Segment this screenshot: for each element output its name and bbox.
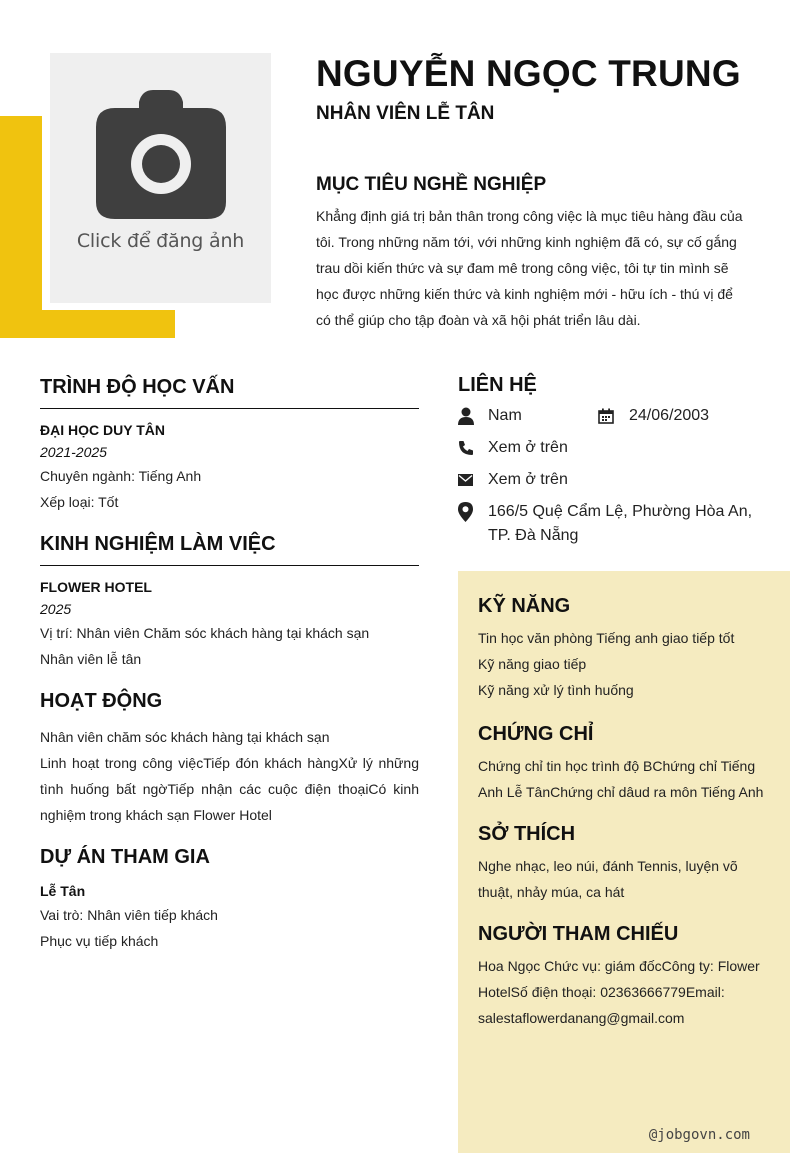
objective-heading: MỤC TIÊU NGHỀ NGHIỆP xyxy=(316,174,547,195)
experience-heading: KINH NGHIỆM LÀM VIỆC xyxy=(40,533,276,555)
contact-section xyxy=(458,372,768,548)
contact-address: 166/5 Quệ Cẩm Lệ, Phường Hòa An, TP. Đà Nẵng xyxy=(488,503,753,544)
project-task: Phục vụ tiếp khách xyxy=(40,933,159,949)
contact-email-row xyxy=(458,468,768,492)
references-text: Hoa Ngọc Chức vụ: giám đốcCông ty: Flower HotelSố điện thoại: 02363666779Email: salestaflowerdanang@gmail.com xyxy=(478,958,760,1026)
projects-heading: DỰ ÁN THAM GIA xyxy=(40,846,210,868)
project-role: Vai trò: Nhân viên tiếp khách xyxy=(40,907,218,923)
skills-list xyxy=(478,625,770,703)
left-column xyxy=(40,374,419,954)
skills-heading: KỸ NĂNG xyxy=(478,595,571,617)
experience-year: 2025 xyxy=(40,601,72,617)
experience-position: Vị trí: Nhân viên Chăm sóc khách hàng tại khách sạn xyxy=(40,625,370,641)
candidate-name: NGUYỄN NGỌC TRUNG xyxy=(316,53,741,94)
education-period: 2021-2025 xyxy=(40,444,107,460)
hobbies-heading: SỞ THÍCH xyxy=(478,823,576,845)
objective-text: Khẳng định giá trị bản thân trong công việc là mục tiêu hàng đầu của tôi. Trong những năm tới, với những kinh nghiệm đã có, sự cố gắng trau dồi kiến thức và sự đam mê trong công việc, tôi tự tin mình sẽ học được những kiến thức và kinh nghiệm mới - hữu ích - thú vị để có thể giúp cho tập đoàn và xã hội phát triển lâu dài. xyxy=(316,208,743,328)
education-major: Chuyên ngành: Tiếng Anh xyxy=(40,468,202,484)
side-panel xyxy=(458,571,790,1153)
contact-address-row xyxy=(458,500,768,548)
accent-bar-vertical xyxy=(0,116,42,338)
certificates-heading: CHỨNG CHỈ xyxy=(478,723,594,745)
person-icon xyxy=(458,404,488,428)
skill-item: Kỹ năng xử lý tình huống xyxy=(478,682,634,698)
skill-item: Tin học văn phòng Tiếng anh giao tiếp tốt xyxy=(478,630,735,646)
divider xyxy=(40,408,419,409)
experience-role: Nhân viên lễ tân xyxy=(40,651,142,667)
activities-line: Linh hoạt trong công việcTiếp đón khách hàngXử lý những tình huống bất ngờTiếp nhận các cuộc điện thoạiCó kinh nghiệm trong khách sạn Flower Hotel xyxy=(40,755,419,823)
header xyxy=(316,52,756,333)
camera-icon xyxy=(95,90,227,220)
location-pin-icon xyxy=(458,500,488,524)
calendar-icon xyxy=(598,404,628,428)
phone-icon xyxy=(458,436,488,460)
hobbies-text: Nghe nhạc, leo núi, đánh Tennis, luyện võ thuật, nhảy múa, ca hát xyxy=(478,858,738,900)
experience-company: FLOWER HOTEL xyxy=(40,579,152,595)
divider xyxy=(40,565,419,566)
skill-item: Kỹ năng giao tiếp xyxy=(478,656,587,672)
photo-upload[interactable] xyxy=(50,53,271,303)
contact-phone: Xem ở trên xyxy=(488,439,568,456)
contact-birthday: 24/06/2003 xyxy=(629,407,710,424)
contact-gender-row xyxy=(458,404,768,428)
project-name: Lễ Tân xyxy=(40,883,86,899)
activities-line: Nhân viên chăm sóc khách hàng tại khách sạn xyxy=(40,729,330,745)
watermark: @jobgovn.com xyxy=(648,1127,750,1143)
photo-upload-label: Click để đăng ảnh xyxy=(76,230,245,252)
education-grade: Xếp loại: Tốt xyxy=(40,494,119,510)
contact-email: Xem ở trên xyxy=(488,471,568,488)
job-title: NHÂN VIÊN LỄ TÂN xyxy=(316,103,495,124)
accent-bar-horizontal xyxy=(0,310,175,338)
activities-heading: HOẠT ĐỘNG xyxy=(40,690,163,712)
contact-heading: LIÊN HỆ xyxy=(458,374,537,396)
mail-icon xyxy=(458,468,488,492)
certificates-text: Chứng chỉ tin học trình độ BChứng chỉ Tiếng Anh Lễ TânChứng chỉ dâud ra môn Tiếng Anh xyxy=(478,758,764,800)
contact-gender: Nam xyxy=(488,407,522,424)
education-school: ĐẠI HỌC DUY TÂN xyxy=(40,422,165,438)
references-heading: NGƯỜI THAM CHIẾU xyxy=(478,923,679,945)
education-heading: TRÌNH ĐỘ HỌC VẤN xyxy=(40,376,235,398)
contact-phone-row xyxy=(458,436,768,460)
